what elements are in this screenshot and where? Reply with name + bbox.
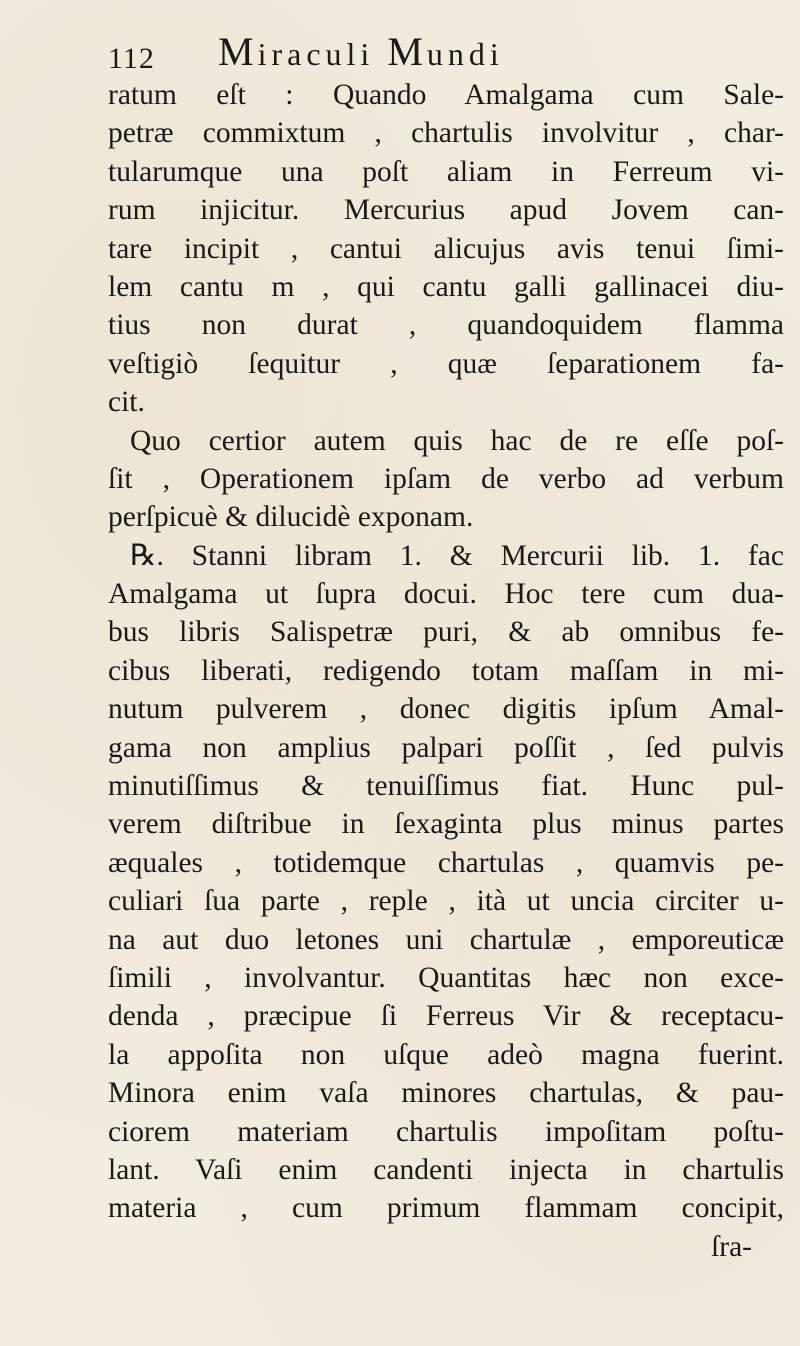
- text-line: lem cantu m , qui cantu galli gallinacei diu-: [108, 270, 784, 303]
- text-line: nutum pulverem , donec digitis ipſum Amal-: [108, 693, 784, 726]
- text-line: la appoſita non uſque adeò magna fuerint.: [108, 1038, 784, 1071]
- page-number: 112: [108, 42, 155, 75]
- text-line: cit.: [108, 386, 145, 419]
- text-line: verem diſtribue in ſexaginta plus minus partes: [108, 808, 784, 841]
- text-line: petræ commixtum , chartulis involvitur , char-: [108, 117, 784, 150]
- text-line: tius non durat , quandoquidem flamma: [108, 309, 784, 342]
- running-head-rest-2: undi: [426, 36, 504, 72]
- text-line: veſtigiò ſequitur , quæ ſeparationem fa-: [108, 347, 784, 380]
- text-line: ciorem materiam chartulis impoſitam poſtu-: [108, 1115, 784, 1148]
- running-head: [218, 28, 504, 75]
- text-line: bus libris Salispetræ puri, & ab omnibus fe-: [108, 616, 784, 649]
- catchword: ſra-: [711, 1230, 752, 1263]
- page-header: [108, 28, 728, 76]
- running-head-rest-1: iraculi: [257, 36, 388, 72]
- text-line: na aut duo letones uni chartulæ , emporeuticæ: [108, 923, 784, 956]
- text-line: tare incipit , cantui alicujus avis tenui ſimi-: [108, 232, 784, 265]
- text-line: æquales , totidemque chartulas , quamvis pe-: [108, 846, 784, 879]
- body-text: [108, 76, 784, 1266]
- text-line: culiari ſua parte , reple , ità ut uncia circiter u-: [108, 885, 784, 918]
- running-head-initial-1: M: [218, 29, 258, 74]
- text-line: materia , cum primum flammam concipit,: [108, 1192, 784, 1225]
- text-line: gama non amplius palpari poſſit , ſed pulvis: [108, 731, 784, 764]
- text-line: ſimili , involvantur. Quantitas hæc non exce-: [108, 961, 784, 994]
- text-line: perſpicuè & dilucidè exponam.: [108, 501, 474, 534]
- text-line: minutiſſimus & tenuiſſimus fiat. Hunc pul-: [108, 770, 784, 803]
- text-line: ratum eſt : Quando Amalgama cum Sale-: [108, 79, 784, 111]
- text-line: Quo certior autem quis hac de re eſſe poſ-: [130, 424, 784, 457]
- text-line: Minora enim vaſa minores chartulas, & pau-: [108, 1077, 784, 1110]
- text-line: Amalgama ut ſupra docui. Hoc tere cum dua-: [108, 578, 784, 611]
- text-line: denda , præcipue ſi Ferreus Vir & receptacu-: [108, 1000, 784, 1033]
- text-line: lant. Vaſi enim candenti injecta in chartulis: [108, 1153, 784, 1186]
- text-line: ſit , Operationem ipſam de verbo ad verbum: [108, 462, 784, 495]
- text-line: cibus liberati, redigendo totam maſſam in mi-: [108, 654, 784, 687]
- text-line: rum injicitur. Mercurius apud Jovem can-: [108, 194, 784, 227]
- text-line: ℞. Stanni libram 1. & Mercurii lib. 1. fac: [130, 539, 784, 572]
- text-line: tularumque una poſt aliam in Ferreum vi-: [108, 155, 784, 188]
- running-head-initial-2: M: [387, 29, 427, 74]
